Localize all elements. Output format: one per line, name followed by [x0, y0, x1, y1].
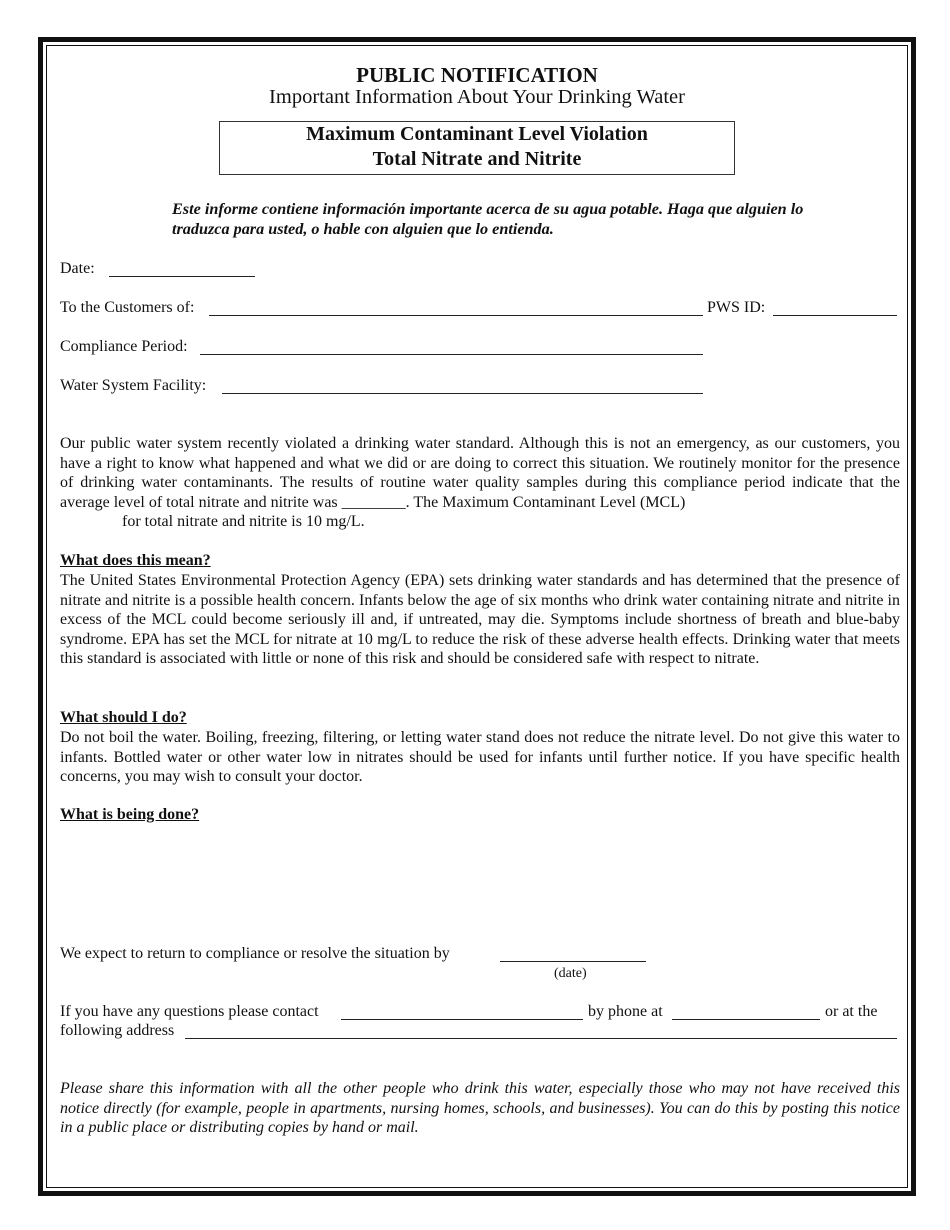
- intro-text-mcl: . The Maximum Contaminant Level (MCL): [405, 493, 686, 511]
- intro-last-line: for total nitrate and nitrite is 10 mg/L.: [122, 513, 365, 531]
- what-to-do-heading: What should I do?: [60, 709, 187, 726]
- compliance-text: We expect to return to compliance or resolve the situation by: [60, 945, 450, 962]
- meaning-heading: What does this mean?: [60, 552, 211, 569]
- violation-box: [219, 121, 735, 175]
- customers-label: To the Customers of:: [60, 299, 195, 316]
- contact-text: If you have any questions please contact: [60, 1003, 319, 1020]
- pws-id-label: PWS ID:: [707, 299, 766, 316]
- compliance-period-field[interactable]: [200, 354, 703, 355]
- pws-id-field[interactable]: [773, 315, 897, 316]
- spanish-notice: Este informe contiene información importante acerca de su agua potable. Haga que alguien lo traduzca para usted, o hable con alguien que lo entienda.: [172, 200, 804, 238]
- being-done-area[interactable]: [60, 828, 900, 938]
- violation-line-1: Maximum Contaminant Level Violation: [306, 123, 648, 145]
- being-done-heading: What is being done?: [60, 806, 200, 823]
- page-title: PUBLIC NOTIFICATION: [356, 63, 598, 87]
- intro-paragraph: [60, 434, 900, 532]
- violation-line-2: Total Nitrate and Nitrite: [372, 148, 582, 170]
- customers-field[interactable]: [209, 315, 703, 316]
- what-to-do-paragraph: Do not boil the water. Boiling, freezing, filtering, or letting water stand does not reduce the nitrate level. Do not give this water to infants. Bottled water or other water low in nitrates should be used for infants until further notice. If you have specific health concerns, you may wish to consult your doctor.: [60, 729, 900, 786]
- facility-field[interactable]: [222, 393, 703, 394]
- form-body: [46, 45, 908, 1188]
- compliance-date-field[interactable]: [500, 961, 646, 962]
- date-label: Date:: [60, 260, 95, 277]
- share-notice: Please share this information with all the other people who drink this water, especially those who may not have received this notice directly (for example, people in apartments, nursing homes, schools, and businesses). You can do this by posting this notice in a public place or distributing copies by hand or mail.: [60, 1080, 900, 1137]
- compliance-period-label: Compliance Period:: [60, 338, 188, 355]
- date-caption: (date): [554, 966, 587, 981]
- contact-name-field[interactable]: [341, 1019, 583, 1020]
- intro-text: Our public water system recently violated a drinking water standard. Although this is not an emergency, as our customers, you have a right to know what happened and what we did or are doing to correct this situation. We routinely monitor for the presence of drinking water contaminants. The results of routine water quality samples during this compliance period indicate that the average level of total nitrate and nitrite was: [60, 435, 900, 511]
- phone-label: by phone at: [588, 1003, 663, 1020]
- meaning-paragraph: The United States Environmental Protection Agency (EPA) sets drinking water standards and has determined that the presence of nitrate and nitrite is a possible health concern. Infants below the age of six months who drink water containing nitrate and nitrite in excess of the MCL could become seriously ill and, if untreated, may die. Symptoms include shortness of breath and blue-baby syndrome. EPA has set the MCL for nitrate at 10 mg/L to reduce the risk of these adverse health effects. Drinking water that meets this standard is associated with little or none of this risk and should be considered safe with respect to nitrate.: [60, 572, 900, 668]
- date-field[interactable]: [109, 276, 255, 277]
- page-border: [38, 37, 916, 1196]
- phone-field[interactable]: [672, 1019, 820, 1020]
- facility-label: Water System Facility:: [60, 377, 207, 394]
- page-subtitle: Important Information About Your Drinking Water: [269, 86, 685, 108]
- address-intro: or at the: [825, 1003, 878, 1020]
- address-field[interactable]: [185, 1038, 897, 1039]
- nitrate-level-blank[interactable]: ________: [341, 493, 406, 511]
- address-label: following address: [60, 1022, 175, 1039]
